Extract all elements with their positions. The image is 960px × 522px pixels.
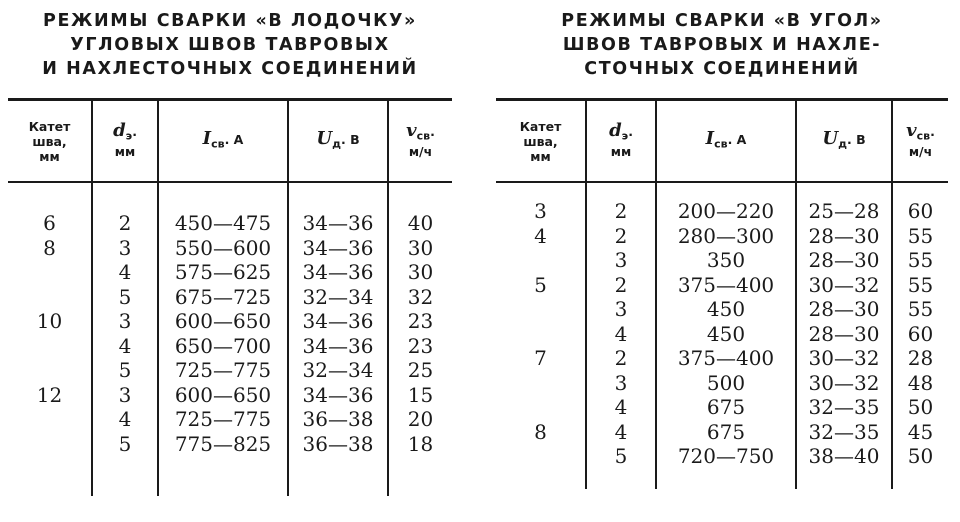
table-cell: 38—40 — [808, 444, 880, 468]
right-col-i — [656, 182, 796, 489]
left-header-d-unit: . мм — [114, 124, 137, 159]
table-cell: 23 — [407, 333, 434, 358]
left-header-i-unit: . А — [224, 131, 244, 147]
right-header-u-sub: д — [838, 137, 847, 151]
table-cell: 200—220 — [677, 199, 775, 223]
table-cell: 34—36 — [302, 211, 374, 235]
table-cell: 3 — [614, 297, 628, 321]
table-cell: 36—38 — [302, 407, 374, 431]
right-header-u-symbol: U — [822, 127, 839, 149]
right-header-i-sub: св — [714, 137, 728, 151]
table-cell: 28—30 — [808, 321, 880, 346]
table-cell: 18 — [407, 431, 434, 456]
table-cell: 48 — [907, 370, 934, 395]
right-header-d-unit: . мм — [610, 124, 633, 159]
left-header-u — [288, 100, 388, 183]
left-col-v — [388, 182, 452, 496]
left-header-d — [92, 100, 158, 183]
table-cell: 775—825 — [174, 431, 272, 456]
table-cell: 350 — [706, 248, 746, 272]
table-cell — [500, 444, 581, 469]
table-cell: 30 — [407, 260, 434, 284]
table-cell: 8 — [43, 235, 56, 260]
table-cell: 600—650 — [174, 309, 272, 333]
table-cell: 5 — [614, 444, 628, 468]
table-cell — [12, 260, 87, 285]
table-cell: 4 — [118, 260, 132, 284]
table-cell: 5 — [118, 431, 132, 456]
table-cell: 50 — [907, 395, 934, 419]
table-cell: 30—32 — [808, 272, 880, 297]
right-header-u — [796, 100, 892, 183]
table-cell: 60 — [907, 199, 934, 223]
table-cell — [500, 371, 581, 396]
table-cell: 720—750 — [677, 444, 775, 468]
left-header-u-symbol: U — [316, 127, 333, 149]
right-header-d-sub: э — [621, 129, 629, 143]
table-cell: 3 — [614, 248, 628, 272]
right-header-v-unit: . м/ч — [908, 124, 935, 159]
table-cell: 3 — [534, 199, 547, 223]
table-cell: 675 — [706, 395, 746, 419]
table-cell: 34—36 — [302, 235, 374, 260]
left-header-u-unit: . В — [340, 131, 360, 147]
table-cell: 600—650 — [174, 382, 272, 407]
table-cell: 50 — [907, 444, 934, 468]
table-cell: 4 — [614, 419, 628, 444]
table-cell — [12, 358, 87, 383]
table-cell: 375—400 — [677, 272, 775, 297]
table-cell — [12, 432, 87, 457]
left-table-title: РЕЖИМЫ СВАРКИ «В ЛОДОЧКУ» УГЛОВЫХ ШВОВ ТАВРОВЫХ И НАХЛЕСТОЧНЫХ СОЕДИНЕНИЙ — [42, 11, 418, 79]
left-header-v-symbol: v — [406, 120, 417, 142]
table-cell: 450 — [706, 297, 746, 321]
right-col-v — [892, 182, 948, 489]
table-cell: 675 — [706, 419, 746, 444]
table-cell: 4 — [118, 407, 132, 431]
table-cell: 32—34 — [302, 358, 374, 382]
right-table-body-row — [496, 182, 948, 489]
left-table-body-row — [8, 182, 452, 496]
left-header-katet — [8, 100, 92, 183]
table-cell — [500, 395, 581, 420]
table-cell: 500 — [706, 370, 746, 395]
table-cell: 23 — [407, 309, 434, 333]
table-cell: 3 — [118, 309, 132, 333]
left-header-u-sub: д — [332, 137, 341, 151]
table-cell: 55 — [907, 248, 934, 272]
table-cell — [12, 334, 87, 359]
left-header-i-symbol: I — [202, 127, 212, 149]
table-cell: 2 — [118, 211, 132, 235]
table-cell — [500, 322, 581, 347]
right-header-i-symbol: I — [705, 127, 715, 149]
left-header-i — [158, 100, 288, 183]
table-cell: 550—600 — [174, 235, 272, 260]
table-cell: 12 — [36, 382, 63, 407]
left-header-katet-text: Катет шва, мм — [28, 118, 71, 164]
left-welding-table — [8, 98, 452, 496]
table-cell: 28—30 — [808, 223, 880, 248]
right-header-d — [586, 100, 656, 183]
table-cell: 25 — [407, 358, 434, 382]
right-col-katet — [496, 182, 586, 489]
table-cell: 25—28 — [808, 199, 880, 223]
left-col-katet — [8, 182, 92, 496]
table-cell: 450 — [706, 321, 746, 346]
table-cell: 8 — [534, 419, 547, 444]
table-cell: 40 — [407, 211, 434, 235]
left-header-v-unit: . м/ч — [408, 124, 435, 159]
table-cell: 450—475 — [174, 211, 272, 235]
table-cell: 28 — [907, 346, 934, 370]
table-cell: 32—34 — [302, 284, 374, 309]
right-header-i-unit: . А — [727, 131, 747, 147]
table-cell: 280—300 — [677, 223, 775, 248]
table-cell: 5 — [118, 284, 132, 309]
table-cell: 34—36 — [302, 333, 374, 358]
table-cell: 34—36 — [302, 260, 374, 284]
left-header-d-sub: э — [125, 129, 133, 143]
right-header-v-symbol: v — [906, 120, 917, 142]
right-header-katet-text: Катет шва, мм — [519, 118, 562, 164]
left-table-panel — [8, 0, 452, 456]
left-header-v — [388, 100, 452, 183]
table-cell: 4 — [614, 321, 628, 346]
table-cell — [500, 297, 581, 322]
left-header-v-sub: св — [416, 129, 431, 143]
left-header-i-sub: св — [211, 137, 225, 151]
table-cell: 36—38 — [302, 431, 374, 456]
right-col-d — [586, 182, 656, 489]
table-cell: 725—775 — [174, 407, 272, 431]
table-cell: 7 — [534, 346, 547, 370]
table-cell: 30—32 — [808, 370, 880, 395]
table-cell: 3 — [118, 235, 132, 260]
table-cell: 20 — [407, 407, 434, 431]
table-cell: 55 — [907, 297, 934, 321]
right-table-title: РЕЖИМЫ СВАРКИ «В УГОЛ» ШВОВ ТАВРОВЫХ И НАХЛЕ- СТОЧНЫХ СОЕДИНЕНИЙ — [561, 11, 883, 79]
table-cell: 28—30 — [808, 297, 880, 321]
table-cell: 575—625 — [174, 260, 272, 284]
table-cell: 2 — [614, 223, 628, 248]
table-cell: 2 — [614, 199, 628, 223]
right-header-d-symbol: d — [609, 120, 622, 142]
table-cell: 3 — [118, 382, 132, 407]
table-cell: 5 — [118, 358, 132, 382]
left-header-d-symbol: d — [113, 120, 126, 142]
table-cell: 725—775 — [174, 358, 272, 382]
table-cell: 675—725 — [174, 284, 272, 309]
left-col-i — [158, 182, 288, 496]
table-cell: 60 — [907, 321, 934, 346]
table-cell: 28—30 — [808, 248, 880, 272]
table-cell: 32 — [407, 284, 434, 309]
table-cell: 34—36 — [302, 309, 374, 333]
table-cell: 55 — [907, 223, 934, 248]
table-cell: 4 — [118, 333, 132, 358]
table-cell: 4 — [614, 395, 628, 419]
right-header-v — [892, 100, 948, 183]
table-cell: 32—35 — [808, 419, 880, 444]
table-cell: 2 — [614, 272, 628, 297]
table-cell: 34—36 — [302, 382, 374, 407]
left-col-d — [92, 182, 158, 496]
table-cell — [500, 248, 581, 273]
right-header-u-unit: . В — [846, 131, 866, 147]
table-cell: 2 — [614, 346, 628, 370]
table-cell: 32—35 — [808, 395, 880, 419]
table-cell: 30 — [407, 235, 434, 260]
table-cell: 45 — [907, 419, 934, 444]
table-cell — [12, 407, 87, 432]
right-header-v-sub: св — [916, 129, 931, 143]
table-cell: 10 — [36, 309, 63, 333]
table-cell — [12, 285, 87, 310]
right-col-u — [796, 182, 892, 489]
right-header-i — [656, 100, 796, 183]
table-cell: 3 — [614, 370, 628, 395]
right-welding-table — [496, 98, 948, 489]
table-cell: 375—400 — [677, 346, 775, 370]
right-header-katet — [496, 100, 586, 183]
table-cell: 5 — [534, 272, 547, 297]
table-cell: 15 — [407, 382, 434, 407]
table-cell: 6 — [43, 211, 56, 235]
table-cell: 650—700 — [174, 333, 272, 358]
table-cell: 4 — [534, 223, 547, 248]
right-table-panel — [496, 0, 948, 468]
table-cell: 30—32 — [808, 346, 880, 370]
left-col-u — [288, 182, 388, 496]
table-cell: 55 — [907, 272, 934, 297]
